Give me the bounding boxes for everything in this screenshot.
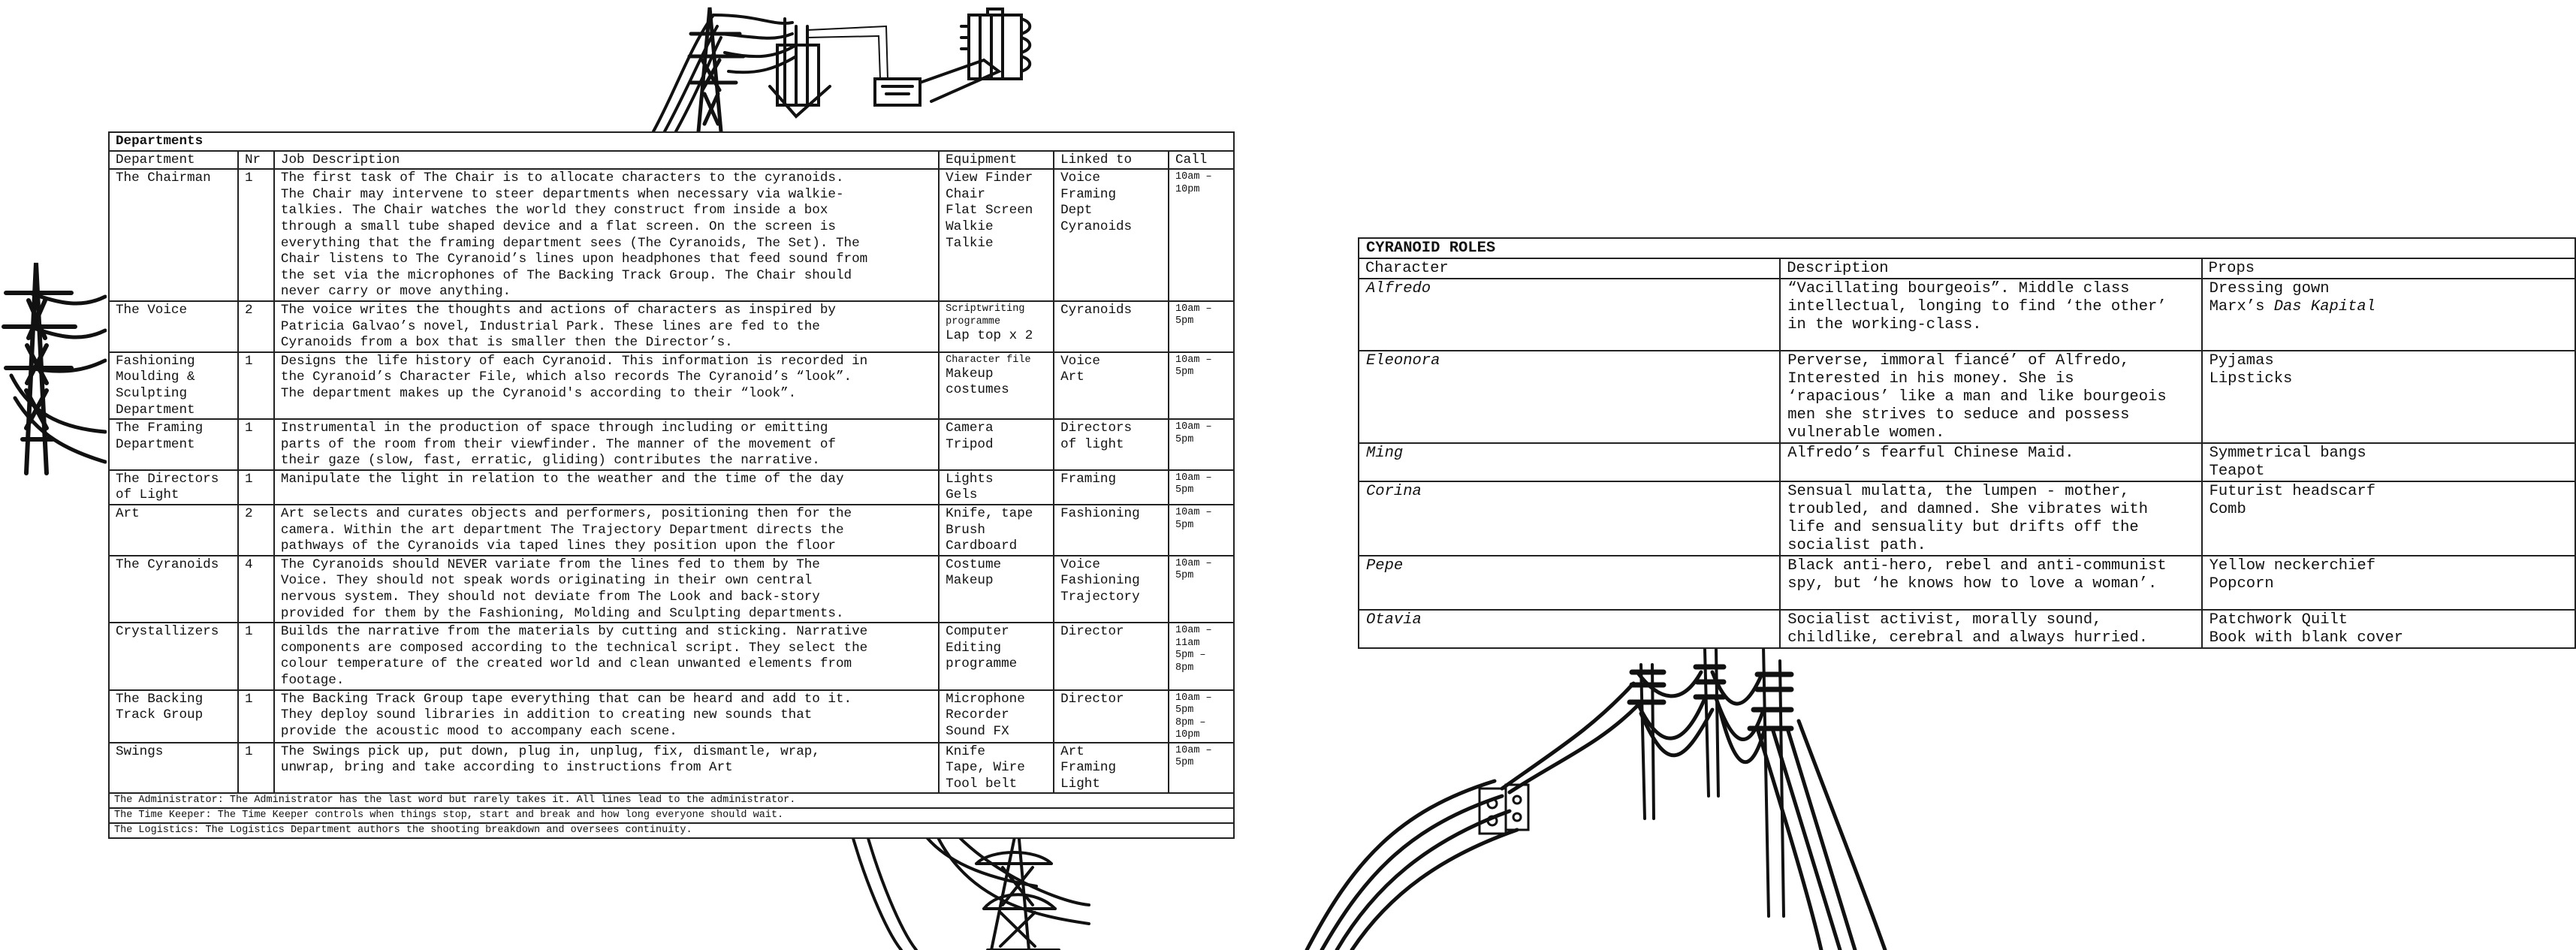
prop-text: Book with blank cover	[2209, 629, 2403, 647]
job-description-line: Cyranoids from a box that is smaller then the Director’s.	[280, 335, 733, 351]
character-name: Pepe	[1359, 556, 1780, 610]
department-name-cell	[109, 470, 238, 505]
prop-item	[2210, 575, 2568, 593]
job-description-line: everything that the framing department sees (The Cyranoids, The Set). The	[280, 235, 860, 251]
prop-text: Lipsticks	[2209, 370, 2293, 388]
call-time-line: 10am –	[1175, 421, 1212, 433]
department-name-line: Track Group	[116, 707, 204, 723]
job-description-line: Chair listens to The Cyranoid’s lines upon headphones that feed sound from	[280, 252, 868, 267]
role-row	[1359, 556, 2575, 610]
department-name-cell	[109, 419, 238, 470]
departments-table	[108, 131, 1235, 839]
department-nr: 2	[238, 301, 274, 352]
department-name-line: Department	[116, 402, 195, 418]
linked-to-item: Voice	[1060, 556, 1100, 572]
equipment-item: Sound FX	[946, 723, 1009, 739]
equipment-item: Chair	[946, 186, 985, 202]
job-description-cell	[274, 556, 939, 623]
props-cell	[2202, 481, 2575, 556]
equipment-item: Recorder	[946, 707, 1009, 723]
role-row	[1359, 279, 2575, 351]
department-name-line: The Voice	[116, 302, 188, 318]
equipment-item: Tripod	[946, 436, 994, 452]
linked-to-item: Director	[1060, 624, 1124, 640]
linked-to-item: Dept	[1060, 203, 1093, 219]
equipment-item: Knife	[946, 743, 985, 759]
department-row	[109, 352, 1234, 419]
equipment-item: Cardboard	[946, 538, 1018, 554]
linked-to-cell	[1054, 301, 1169, 352]
call-time-cell	[1169, 743, 1234, 794]
call-time-line: 10pm	[1175, 729, 1200, 741]
call-time-line: 5pm	[1175, 757, 1194, 769]
department-row	[109, 301, 1234, 352]
character-name: Corina	[1359, 481, 1780, 556]
job-description-line: They deploy sound libraries in addition to creating new sounds that	[280, 707, 813, 723]
linked-to-item: Fashioning	[1060, 573, 1140, 589]
call-time-cell	[1169, 301, 1234, 352]
job-description-line: The department makes up the Cyranoid's according to their “look”.	[280, 385, 797, 401]
equipment-cell	[939, 623, 1054, 689]
prop-item	[2210, 501, 2568, 519]
call-time-cell	[1169, 470, 1234, 505]
department-name-line: The Backing	[116, 691, 204, 707]
call-time-line: 10am –	[1175, 744, 1212, 756]
linked-to-cell	[1054, 352, 1169, 419]
call-time-line: 8pm	[1175, 662, 1194, 674]
header-nr: Nr	[238, 151, 274, 170]
job-description-line: The Chair may intervene to steer departments when necessary via walkie-	[280, 186, 844, 202]
department-name-line: Fashioning	[116, 353, 195, 369]
footer-note: The Time Keeper: The Time Keeper controls when things stop, start and break and how long everyone should wait.	[109, 808, 1234, 823]
department-nr: 1	[238, 690, 274, 743]
job-description-line: provide the acoustic mood to accompany each scene.	[280, 723, 677, 739]
department-row	[109, 470, 1234, 505]
character-description-cell	[1780, 481, 2201, 556]
roles-title-row	[1359, 238, 2575, 258]
linked-to-cell	[1054, 623, 1169, 689]
equipment-item: Microphone	[946, 691, 1025, 707]
department-name-line: Crystallizers	[116, 624, 219, 640]
prop-item	[2210, 629, 2568, 647]
prop-text: Yellow neckerchief	[2209, 557, 2376, 575]
equipment-item: View Finder	[946, 170, 1033, 186]
power-lines-with-speakers-drawing	[1262, 638, 2576, 950]
call-time-line: 10am –	[1175, 171, 1212, 183]
character-description-line: vulnerable women.	[1787, 424, 1945, 442]
department-row	[109, 623, 1234, 689]
call-time-line: 11am	[1175, 637, 1200, 649]
equipment-cell	[939, 352, 1054, 419]
footer-note-row	[109, 793, 1234, 808]
call-time-cell	[1169, 169, 1234, 301]
footer-note: The Administrator: The Administrator has the last word but rarely takes it. All lines lead to the administrator.	[109, 793, 1234, 808]
linked-to-cell	[1054, 690, 1169, 743]
job-description-line: never carry or move anything.	[280, 284, 511, 300]
call-time-line: 5pm	[1175, 570, 1194, 582]
prop-text: Comb	[2209, 501, 2246, 518]
department-name-cell	[109, 505, 238, 556]
department-name-line: of Light	[116, 487, 179, 503]
header-linked-to: Linked to	[1054, 151, 1169, 170]
call-time-line: 10am –	[1175, 354, 1212, 366]
props-cell	[2202, 443, 2575, 481]
department-name-line: Sculpting	[116, 385, 188, 401]
character-description-line: ‘rapacious’ like a man and like bourgeois	[1787, 388, 2167, 406]
job-description-line: The Cyranoids should NEVER variate from the lines fed to them by The	[280, 556, 820, 572]
prop-item	[2210, 445, 2568, 463]
header-description: Description	[1780, 258, 2201, 279]
job-description-line: their gaze (slow, fast, erratic, gliding) contributes the narrative.	[280, 453, 820, 469]
call-time-line: 10am –	[1175, 303, 1212, 315]
call-time-cell	[1169, 556, 1234, 623]
job-description-line: camera. Within the art department The Trajectory Department directs the	[280, 522, 844, 538]
equipment-item: programme	[946, 315, 1001, 327]
department-name-line: Art	[116, 506, 140, 522]
department-name-cell	[109, 352, 238, 419]
character-description-line: Interested in his money. She is	[1787, 370, 2074, 388]
job-description-line: Art selects and curates objects and performers, positioning then for the	[280, 506, 852, 522]
props-cell	[2202, 351, 2575, 443]
role-row	[1359, 351, 2575, 443]
linked-to-cell	[1054, 169, 1169, 301]
character-description-line: “Vacillating bourgeois”. Middle class	[1787, 280, 2130, 297]
equipment-item: costumes	[946, 382, 1009, 398]
linked-to-item: Fashioning	[1060, 506, 1140, 522]
job-description-cell	[274, 301, 939, 352]
department-nr: 1	[238, 470, 274, 505]
prop-text: Futurist headscarf	[2209, 483, 2376, 500]
equipment-item: Brush	[946, 522, 985, 538]
character-description-line: Black anti-hero, rebel and anti-communist	[1787, 557, 2167, 575]
role-row	[1359, 610, 2575, 648]
equipment-item: Tool belt	[946, 776, 1018, 792]
linked-to-item: Art	[1060, 743, 1084, 759]
call-time-cell	[1169, 690, 1234, 743]
prop-item	[2210, 352, 2568, 370]
footer-note-row	[109, 808, 1234, 823]
character-description-line: Sensual mulatta, the lumpen - mother,	[1787, 483, 2130, 500]
equipment-item: Lights	[946, 471, 994, 487]
prop-text: Pyjamas	[2209, 352, 2274, 369]
job-description-line: parts of the room from their viewfinder. The manner of the movement of	[280, 436, 836, 452]
call-time-cell	[1169, 419, 1234, 470]
equipment-item: Gels	[946, 487, 978, 503]
department-nr: 1	[238, 743, 274, 794]
role-row	[1359, 443, 2575, 481]
footer-note: The Logistics: The Logistics Department authors the shooting breakdown and oversees continuity.	[109, 823, 1234, 838]
prop-text: Patchwork Quilt	[2209, 611, 2348, 629]
footer-note-row	[109, 823, 1234, 838]
linked-to-cell	[1054, 743, 1169, 794]
linked-to-item: Directors	[1060, 421, 1133, 436]
linked-to-item: Framing	[1060, 760, 1116, 776]
call-time-line: 5pm	[1175, 366, 1194, 378]
character-description-line: Perverse, immoral fiancé’ of Alfredo,	[1787, 352, 2130, 369]
job-description-cell	[274, 743, 939, 794]
job-description-cell	[274, 690, 939, 743]
character-description-cell	[1780, 556, 2201, 610]
job-description-line: colour temperature of the created world and clean unwanted elements from	[280, 656, 852, 672]
character-description-cell	[1780, 279, 2201, 351]
call-time-line: 10pm	[1175, 183, 1200, 195]
departments-title: Departments	[109, 132, 1234, 151]
job-description-line: Designs the life history of each Cyranoid. This information is recorded in	[280, 353, 868, 369]
call-time-line: 5pm –	[1175, 650, 1206, 662]
header-equipment: Equipment	[939, 151, 1054, 170]
character-description-line: troubled, and damned. She vibrates with	[1787, 501, 2149, 518]
linked-to-cell	[1054, 470, 1169, 505]
linked-to-item: Voice	[1060, 170, 1100, 186]
character-description-line: socialist path.	[1787, 537, 1926, 554]
job-description-line: pathways of the Cyranoids via taped lines they position upon the floor	[280, 538, 836, 554]
header-props: Props	[2202, 258, 2575, 279]
call-time-line: 10am –	[1175, 557, 1212, 569]
linked-to-item: of light	[1060, 436, 1124, 452]
department-nr: 1	[238, 352, 274, 419]
linked-to-item: Light	[1060, 776, 1100, 792]
call-time-line: 5pm	[1175, 484, 1194, 496]
job-description-line: components are composed according to the technical script. They select the	[280, 640, 868, 656]
linked-to-item: Art	[1060, 369, 1084, 385]
linked-to-item: Framing	[1060, 471, 1116, 487]
call-time-cell	[1169, 352, 1234, 419]
call-time-line: 5pm	[1175, 704, 1194, 716]
character-name: Alfredo	[1359, 279, 1780, 351]
equipment-cell	[939, 419, 1054, 470]
job-description-line: nervous system. They should not deviate from The Look and back-story	[280, 590, 820, 605]
roles-title: CYRANOID ROLES	[1359, 238, 2575, 258]
call-time-cell	[1169, 623, 1234, 689]
cyranoid-roles-table	[1358, 237, 2576, 649]
department-name-cell	[109, 690, 238, 743]
equipment-cell	[939, 690, 1054, 743]
prop-text: Teapot	[2209, 463, 2265, 480]
department-name-line: The Cyranoids	[116, 556, 219, 572]
call-time-line: 5pm	[1175, 315, 1194, 327]
pylon-with-transformer-drawing	[646, 0, 1262, 134]
department-name-cell	[109, 301, 238, 352]
linked-to-cell	[1054, 505, 1169, 556]
equipment-cell	[939, 556, 1054, 623]
job-description-line: Instrumental in the production of space through including or emitting	[280, 421, 828, 436]
linked-to-item: Cyranoids	[1060, 302, 1133, 318]
linked-to-item: Cyranoids	[1060, 219, 1133, 234]
department-name-cell	[109, 556, 238, 623]
call-time-line: 10am –	[1175, 692, 1212, 704]
equipment-item: Walkie	[946, 219, 994, 234]
department-name-cell	[109, 169, 238, 301]
character-name: Otavia	[1359, 610, 1780, 648]
job-description-line: footage.	[280, 673, 345, 688]
prop-item	[2210, 483, 2568, 501]
prop-text: Symmetrical bangs	[2209, 445, 2366, 462]
job-description-line: Manipulate the light in relation to the weather and the time of the day	[280, 471, 844, 487]
equipment-item: Makeup	[946, 366, 994, 382]
department-nr: 4	[238, 556, 274, 623]
header-character: Character	[1359, 258, 1780, 279]
department-name-line: Department	[116, 436, 195, 452]
equipment-cell	[939, 301, 1054, 352]
job-description-line: the Cyranoid’s Character File, which also records The Cyranoid’s “look”.	[280, 369, 852, 385]
equipment-item: Character file	[946, 354, 1031, 366]
prop-item	[2210, 370, 2568, 388]
prop-item	[2210, 611, 2568, 629]
job-description-line: the set via the microphones of The Backing Track Group. The Chair should	[280, 267, 852, 283]
departments-title-row	[109, 132, 1234, 151]
character-description-cell	[1780, 610, 2201, 648]
prop-text: Marx’s	[2209, 298, 2274, 315]
linked-to-item: Director	[1060, 691, 1124, 707]
prop-item	[2210, 298, 2568, 316]
department-name-line: The Framing	[116, 421, 204, 436]
equipment-item: Scriptwriting	[946, 303, 1025, 315]
job-description-line: The Backing Track Group tape everything that can be heard and add to it.	[280, 691, 852, 707]
linked-to-item: Framing	[1060, 186, 1116, 202]
call-time-line: 10am –	[1175, 507, 1212, 519]
department-name-line: The Directors	[116, 471, 219, 487]
department-nr: 1	[238, 169, 274, 301]
department-row	[109, 556, 1234, 623]
equipment-item: Talkie	[946, 235, 994, 251]
job-description-cell	[274, 169, 939, 301]
equipment-item: Costume	[946, 556, 1002, 572]
equipment-cell	[939, 743, 1054, 794]
department-nr: 2	[238, 505, 274, 556]
job-description-cell	[274, 419, 939, 470]
prop-text: Dressing gown	[2209, 280, 2330, 297]
linked-to-cell	[1054, 556, 1169, 623]
departments-header-row	[109, 151, 1234, 170]
prop-text: Popcorn	[2209, 575, 2274, 593]
role-row	[1359, 481, 2575, 556]
prop-item	[2210, 280, 2568, 298]
equipment-item: Tape, Wire	[946, 760, 1025, 776]
department-row	[109, 743, 1234, 794]
character-name: Ming	[1359, 443, 1780, 481]
job-description-line: Patricia Galvao’s novel, Industrial Park. These lines are fed to the	[280, 318, 820, 334]
left-pylon-drawing	[0, 248, 107, 481]
equipment-item: Camera	[946, 421, 994, 436]
department-row	[109, 419, 1234, 470]
department-nr: 1	[238, 623, 274, 689]
equipment-item: Knife, tape	[946, 506, 1033, 522]
character-description-line: childlike, cerebral and always hurried.	[1787, 629, 2149, 647]
call-time-line: 5pm	[1175, 433, 1194, 445]
roles-header-row	[1359, 258, 2575, 279]
character-description-line: intellectual, longing to find ‘the other’	[1787, 298, 2167, 315]
department-row	[109, 169, 1234, 301]
props-cell	[2202, 556, 2575, 610]
department-row	[109, 505, 1234, 556]
character-description-line: in the working-class.	[1787, 316, 1982, 333]
department-name-cell	[109, 743, 238, 794]
call-time-line: 8pm –	[1175, 716, 1206, 728]
linked-to-item: Trajectory	[1060, 590, 1140, 605]
character-description-line: Socialist activist, morally sound,	[1787, 611, 2102, 629]
job-description-cell	[274, 352, 939, 419]
equipment-item: Flat Screen	[946, 203, 1033, 219]
call-time-line: 10am –	[1175, 625, 1212, 637]
props-cell	[2202, 279, 2575, 351]
job-description-line: Builds the narrative from the materials by cutting and sticking. Narrative	[280, 624, 868, 640]
character-description-cell	[1780, 351, 2201, 443]
linked-to-cell	[1054, 419, 1169, 470]
call-time-line: 5pm	[1175, 519, 1194, 531]
equipment-item: Editing	[946, 640, 1002, 656]
character-description-line: Alfredo’s fearful Chinese Maid.	[1787, 445, 2074, 462]
equipment-cell	[939, 169, 1054, 301]
header-job-description: Job Description	[274, 151, 939, 170]
prop-item	[2210, 463, 2568, 481]
character-description-line: men she strives to seduce and possess	[1787, 406, 2130, 424]
equipment-item: Lap top x 2	[946, 327, 1033, 343]
prop-text: Das Kapital	[2273, 298, 2376, 315]
character-description-cell	[1780, 443, 2201, 481]
department-row	[109, 690, 1234, 743]
department-name-line: Moulding &	[116, 369, 195, 385]
job-description-line: unwrap, bring and take according to instructions from Art	[280, 760, 733, 776]
job-description-cell	[274, 623, 939, 689]
character-name: Eleonora	[1359, 351, 1780, 443]
header-call: Call	[1169, 151, 1234, 170]
linked-to-item: Voice	[1060, 353, 1100, 369]
header-department: Department	[109, 151, 238, 170]
call-time-cell	[1169, 505, 1234, 556]
job-description-line: provided for them by the Fashioning, Molding and Sculpting departments.	[280, 605, 844, 621]
department-name-line: The Chairman	[116, 170, 211, 186]
job-description-cell	[274, 505, 939, 556]
equipment-item: programme	[946, 656, 1018, 672]
job-description-line: The Swings pick up, put down, plug in, unplug, fix, dismantle, wrap,	[280, 743, 820, 759]
department-name-line: Swings	[116, 743, 164, 759]
equipment-item: Computer	[946, 624, 1009, 640]
department-nr: 1	[238, 419, 274, 470]
props-cell	[2202, 610, 2575, 648]
equipment-item: Makeup	[946, 573, 994, 589]
job-description-line: The voice writes the thoughts and actions of characters as inspired by	[280, 302, 836, 318]
job-description-cell	[274, 470, 939, 505]
department-name-cell	[109, 623, 238, 689]
character-description-line: life and sensuality but drifts off the	[1787, 519, 2139, 536]
job-description-line: The first task of The Chair is to allocate characters to the cyranoids.	[280, 170, 844, 186]
equipment-cell	[939, 470, 1054, 505]
job-description-line: through a small tube shaped device and a flat screen. On the screen is	[280, 219, 836, 234]
prop-item	[2210, 557, 2568, 575]
job-description-line: Voice. They should not speak words originating in their own central	[280, 573, 813, 589]
equipment-cell	[939, 505, 1054, 556]
call-time-line: 10am –	[1175, 472, 1212, 484]
job-description-line: talkies. The Chair watches the world they construct from inside a box	[280, 203, 828, 219]
character-description-line: spy, but ‘he knows how to love a woman’.	[1787, 575, 2158, 593]
